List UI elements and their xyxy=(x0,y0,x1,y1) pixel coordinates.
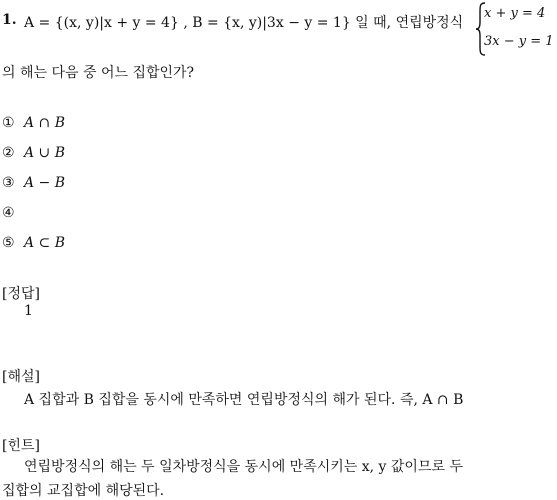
choice-1[interactable] xyxy=(2,115,65,131)
choice-marker: ① xyxy=(2,115,15,131)
choice-3[interactable] xyxy=(2,175,65,191)
hint-text-line2: 집합의 교집합에 해당된다. xyxy=(2,483,165,499)
hint-text-line1: 연립방정식의 해는 두 일차방정식을 동시에 만족시키는 x, y 값이므로 두 xyxy=(24,459,463,475)
question-stem-line2: 의 해는 다음 중 어느 집합인가? xyxy=(2,65,195,81)
choice-marker: ④ xyxy=(2,205,15,221)
question-stem-line1: A = {(x, y)|x + y = 4} , B = {x, y)|3x − y = 1} 일 때, 연립방정식 xyxy=(24,15,464,31)
choice-2[interactable] xyxy=(2,145,65,161)
question-number: 1. xyxy=(2,12,17,28)
choice-marker: ② xyxy=(2,145,15,161)
choice-marker: ③ xyxy=(2,175,15,191)
explanation-text: A 집합과 B 집합을 동시에 만족하면 연립방정식의 해가 된다. 즉, A ∩ B xyxy=(24,392,464,408)
choice-marker: ⑤ xyxy=(2,235,15,251)
equation-system xyxy=(476,0,557,58)
answer-label: [정답] xyxy=(2,286,40,302)
system-equation-2: 3x − y = 1 xyxy=(484,34,554,49)
choice-text: A ∩ B xyxy=(24,115,66,131)
answer-value: 1 xyxy=(24,303,33,319)
choice-text: A ⊂ B xyxy=(24,235,66,251)
choice-text: A − B xyxy=(24,175,66,191)
choice-4[interactable] xyxy=(2,205,24,221)
system-equation-1: x + y = 4 xyxy=(484,6,546,21)
choice-text: A ∪ B xyxy=(24,145,66,161)
hint-label: [힌트] xyxy=(2,438,40,454)
choice-5[interactable] xyxy=(2,235,65,251)
explanation-label: [해설] xyxy=(2,369,40,385)
